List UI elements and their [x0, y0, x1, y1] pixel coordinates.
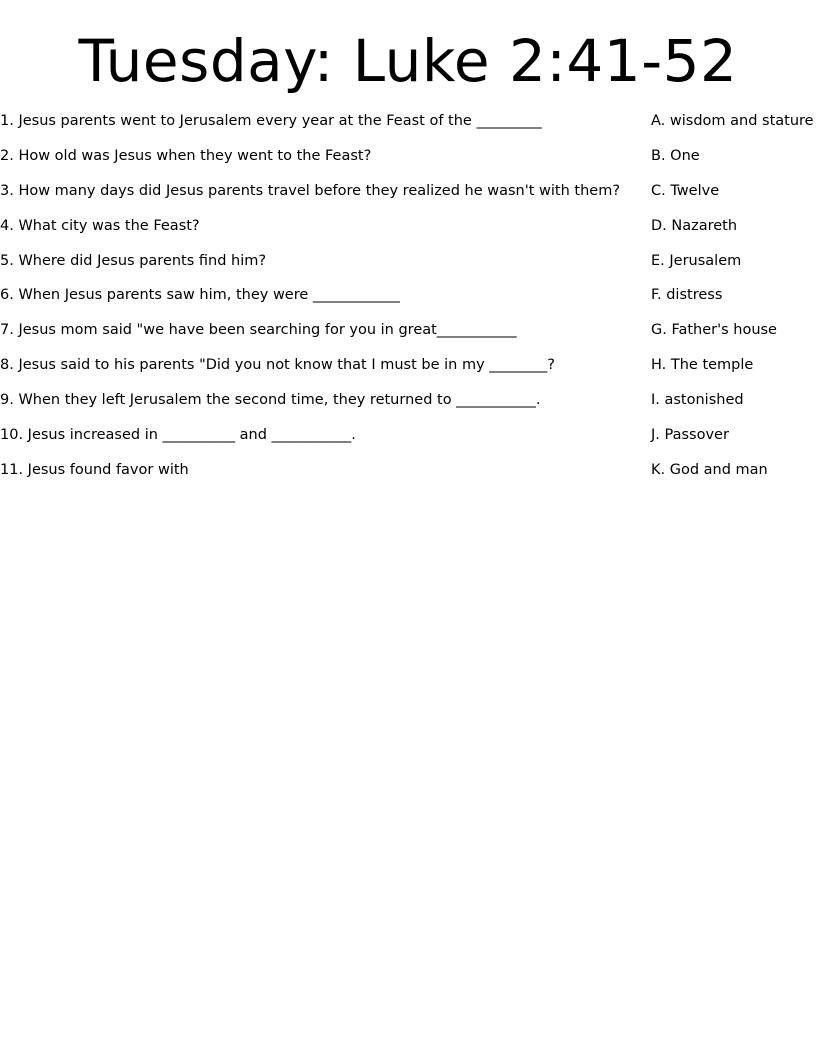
matching-list: [0, 111, 816, 495]
answer-c: C. Twelve: [651, 182, 720, 199]
list-item: [0, 390, 816, 425]
answer-g: G. Father's house: [651, 322, 777, 339]
question-6: 6. When Jesus parents saw him, they were ____________: [0, 287, 400, 304]
question-11: 11. Jesus found favor with: [0, 461, 189, 478]
question-9: 9. When they left Jerusalem the second time, they returned to ___________.: [0, 392, 541, 409]
question-8: 8. Jesus said to his parents "Did you not know that I must be in my ________?: [0, 357, 555, 374]
page-title: Tuesday: Luke 2:41-52: [78, 27, 738, 95]
answer-f: F. distress: [651, 287, 723, 304]
list-item: [0, 181, 816, 216]
list-item: [0, 285, 816, 320]
answer-b: B. One: [651, 147, 700, 164]
question-4: 4. What city was the Feast?: [0, 217, 200, 234]
answer-e: E. Jerusalem: [651, 252, 742, 269]
list-item: [0, 320, 816, 355]
question-1: 1. Jesus parents went to Jerusalem every year at the Feast of the _________: [0, 113, 542, 129]
list-item: [0, 146, 816, 181]
question-2: 2. How old was Jesus when they went to the Feast?: [0, 147, 372, 164]
question-10: 10. Jesus increased in __________ and ___________.: [0, 427, 356, 444]
list-item: [0, 355, 816, 390]
answer-h: H. The temple: [651, 357, 754, 374]
list-item: [0, 111, 816, 146]
list-item: [0, 460, 816, 495]
question-5: 5. Where did Jesus parents find him?: [0, 252, 267, 269]
answer-i: I. astonished: [651, 392, 744, 409]
list-item: [0, 251, 816, 286]
list-item: [0, 216, 816, 251]
question-7: 7. Jesus mom said "we have been searching for you in great___________: [0, 322, 517, 339]
answer-k: K. God and man: [651, 461, 768, 478]
answer-d: D. Nazareth: [651, 217, 738, 234]
question-3: 3. How many days did Jesus parents travel before they realized he wasn't with them?: [0, 182, 621, 199]
answer-j: J. Passover: [651, 427, 729, 444]
answer-a: A. wisdom and stature: [651, 113, 814, 129]
list-item: [0, 425, 816, 460]
